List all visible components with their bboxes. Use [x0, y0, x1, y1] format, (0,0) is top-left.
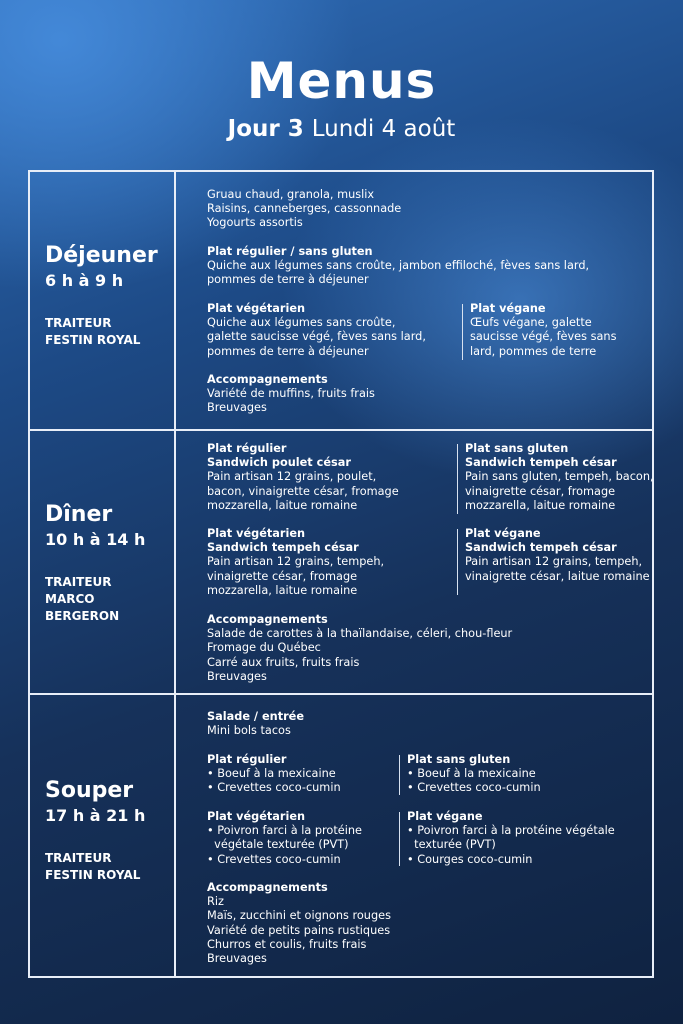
menu-line: Quiche aux légumes sans croûte,	[207, 316, 396, 330]
caterer-line: TRAITEUR	[45, 316, 112, 330]
dejeuner-meal: Déjeuner	[45, 243, 158, 268]
dish-title: Plat sans gluten	[465, 442, 569, 455]
dish-title: Plat végane	[407, 810, 483, 823]
menu-line: lard, pommes de terre	[470, 344, 597, 358]
section-dejeuner	[30, 172, 652, 429]
menu-line: mozzarella, laitue romaine	[207, 583, 358, 597]
dejeuner-caterer	[45, 315, 174, 349]
menu-line: Variété de muffins, fruits frais	[207, 387, 375, 401]
caterer-line: FESTIN ROYAL	[45, 333, 141, 347]
menu-line: • Boeuf à la mexicaine	[407, 767, 536, 781]
menu-line: • Crevettes coco-cumin	[207, 852, 341, 866]
menu-line: Yogourts assortis	[207, 216, 303, 230]
souper-salade	[207, 710, 304, 738]
menu-line: pommes de terre à déjeuner	[207, 273, 369, 287]
menu-line: végétale texturée (PVT)	[207, 838, 349, 852]
dish-title: Plat végétarien	[207, 302, 306, 315]
dejeuner-left	[30, 172, 176, 429]
page-subtitle	[0, 116, 683, 142]
menu-line: Gruau chaud, granola, muslix	[207, 188, 375, 201]
menu-line: Maïs, zucchini et oignons rouges	[207, 909, 391, 923]
dish-subtitle: Sandwich tempeh césar	[207, 541, 359, 555]
menu-line: • Boeuf à la mexicaine	[207, 767, 336, 781]
menu-line: vinaigrette césar, fromage	[465, 484, 616, 498]
menu-line: Pain artisan 12 grains, tempeh,	[465, 555, 643, 569]
souper-sansgluten	[407, 753, 541, 796]
diner-vegetarien	[207, 527, 384, 598]
diner-accomp	[207, 613, 512, 684]
menu-line: vinaigrette césar, laitue romaine	[465, 569, 650, 583]
menu-line: Quiche aux légumes sans croûte, jambon effiloché, fèves sans lard,	[207, 259, 590, 273]
dejeuner-hours: 6 h à 9 h	[45, 271, 124, 290]
diner-regulier	[207, 442, 399, 513]
souper-caterer	[45, 850, 174, 884]
caterer-line: MARCO	[45, 592, 95, 606]
menu-line: • Crevettes coco-cumin	[207, 781, 341, 795]
column-divider	[399, 755, 400, 795]
souper-vegane	[407, 810, 615, 867]
dish-title: Salade / entrée	[207, 710, 304, 723]
dejeuner-base	[207, 188, 401, 231]
menu-line: Pain artisan 12 grains, poulet,	[207, 470, 377, 484]
dejeuner-regulier	[207, 245, 589, 288]
dejeuner-vegetarien	[207, 302, 426, 359]
menu-line: Pain sans gluten, tempeh, bacon,	[465, 470, 654, 484]
dejeuner-accomp	[207, 373, 375, 416]
dish-title: Plat végétarien	[207, 527, 306, 540]
menu-line: Breuvages	[207, 952, 267, 966]
dish-title: Plat végane	[470, 302, 546, 315]
menu-line: Breuvages	[207, 669, 267, 683]
menu-table	[28, 170, 654, 978]
dish-title: Plat végane	[465, 527, 541, 540]
dish-subtitle: Sandwich tempeh césar	[465, 541, 617, 555]
menu-line: Raisins, canneberges, cassonnade	[207, 202, 402, 216]
souper-hours: 17 h à 21 h	[45, 806, 146, 825]
page-title: Menus	[246, 52, 437, 110]
caterer-line: TRAITEUR	[45, 851, 112, 865]
menu-line: vinaigrette césar, fromage	[207, 569, 358, 583]
diner-left	[30, 431, 176, 693]
diner-caterer	[45, 574, 174, 625]
caterer-line: BERGERON	[45, 609, 120, 623]
menu-line: texturée (PVT)	[407, 838, 496, 852]
menu-line: pommes de terre à déjeuner	[207, 344, 369, 358]
diner-vegane	[465, 527, 650, 584]
souper-meal: Souper	[45, 778, 134, 803]
column-divider	[399, 812, 400, 866]
dish-title: Accompagnements	[207, 373, 328, 386]
column-divider	[457, 444, 458, 514]
souper-accomp	[207, 881, 391, 966]
menu-line: Churros et coulis, fruits frais	[207, 937, 367, 951]
menu-line: mozzarella, laitue romaine	[465, 498, 616, 512]
menu-line: bacon, vinaigrette césar, fromage	[207, 484, 399, 498]
caterer-line: TRAITEUR	[45, 575, 112, 589]
menu-line: Salade de carottes à la thaïlandaise, céleri, chou-fleur	[207, 627, 513, 641]
menu-line: Pain artisan 12 grains, tempeh,	[207, 555, 385, 569]
menu-line: • Courges coco-cumin	[407, 852, 533, 866]
menu-line: Mini bols tacos	[207, 724, 291, 738]
day-label: Jour 3	[227, 116, 304, 142]
dish-subtitle: Sandwich poulet césar	[207, 456, 351, 470]
column-divider	[462, 304, 463, 360]
souper-vegetarien	[207, 810, 362, 867]
dish-title: Accompagnements	[207, 613, 328, 626]
date-label: Lundi 4 août	[311, 116, 456, 142]
menu-line: Carré aux fruits, fruits frais	[207, 655, 360, 669]
column-divider	[457, 529, 458, 595]
section-souper	[30, 693, 652, 976]
caterer-line: FESTIN ROYAL	[45, 868, 141, 882]
diner-sansgluten	[465, 442, 654, 513]
dish-title: Plat végétarien	[207, 810, 306, 823]
section-diner	[30, 429, 652, 693]
menu-line: Riz	[207, 895, 224, 909]
souper-regulier	[207, 753, 341, 796]
menu-line: mozzarella, laitue romaine	[207, 498, 358, 512]
dish-title: Plat régulier	[207, 753, 287, 766]
souper-left	[30, 695, 176, 976]
dish-subtitle: Sandwich tempeh césar	[465, 456, 617, 470]
menu-line: saucisse végé, fèves sans	[470, 330, 617, 344]
menu-line: Variété de petits pains rustiques	[207, 923, 391, 937]
menu-line: • Poivron farci à la protéine végétale	[407, 824, 615, 838]
dish-title: Plat régulier / sans gluten	[207, 245, 373, 258]
menu-line: Œufs végane, galette	[470, 316, 592, 330]
dejeuner-vegane	[470, 302, 616, 359]
dish-title: Accompagnements	[207, 881, 328, 894]
diner-hours: 10 h à 14 h	[45, 530, 146, 549]
menu-line: • Poivron farci à la protéine	[207, 824, 362, 838]
menu-line: Fromage du Québec	[207, 641, 321, 655]
dish-title: Plat régulier	[207, 442, 287, 455]
diner-meal: Dîner	[45, 502, 113, 527]
menu-line: Breuvages	[207, 401, 267, 415]
dish-title: Plat sans gluten	[407, 753, 511, 766]
menu-line: • Crevettes coco-cumin	[407, 781, 541, 795]
menu-line: galette saucisse végé, fèves sans lard,	[207, 330, 426, 344]
